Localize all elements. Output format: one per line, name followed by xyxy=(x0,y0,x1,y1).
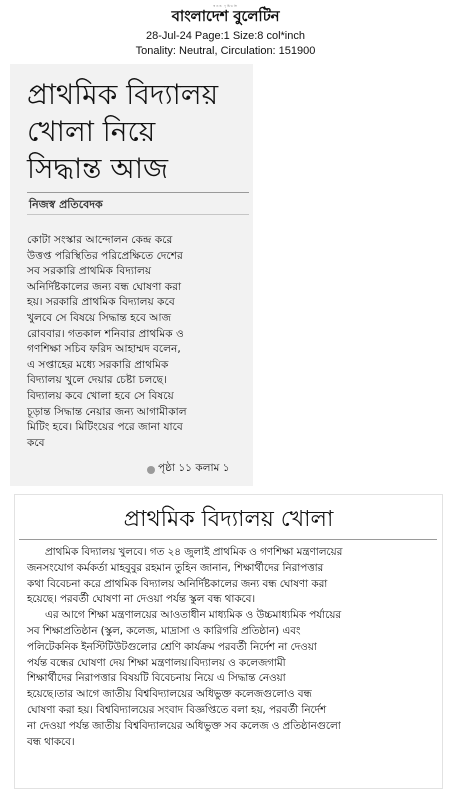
news-clipping-2 xyxy=(14,494,443,789)
body-line: উত্তপ্ত পরিস্থিতির পরিপ্রেক্ষিতে দেশের xyxy=(27,249,183,262)
headline-line: খোলা নিয়ে xyxy=(27,115,156,148)
continued-on-page xyxy=(147,461,230,478)
body-line: কথা বিবেচনা করে প্রাথমিক বিদ্যালয় অনির্দিষ্টকালের জন্য বন্ধ ঘোষণা করা xyxy=(27,577,328,590)
body-line: সব সরকারি প্রাথমিক বিদ্যালয় xyxy=(27,265,152,278)
clipping-meta-date-page: 28-Jul-24 Page:1 Size:8 col*inch xyxy=(146,30,305,42)
body-line: খুলবে সে বিষয়ে সিদ্ধান্ত হবে আজ xyxy=(27,311,172,324)
body-line: এ সপ্তাহের মধ্যে সরকারি প্রাথমিক xyxy=(27,358,169,371)
body-line: মিটিং হবে। মিটিংয়ের পরে জানা যাবে xyxy=(27,421,183,434)
byline-divider xyxy=(27,214,249,215)
paragraph xyxy=(27,545,439,608)
continued-on-page-label: পৃষ্ঠা ১১ কলাম ১ xyxy=(158,462,230,474)
body-line: রোববার। গতকাল শনিবার প্রাথমিক ও xyxy=(27,327,184,340)
body-line: বিদ্যালয় খুলে দেয়ার চেষ্টা চলছে। xyxy=(27,374,167,387)
body-line: পর্যন্ত বন্ধের ঘোষণা দেয় শিক্ষা মন্ত্রণালয়।বিদ্যালয় ও কলেজগামী xyxy=(27,656,286,669)
body-line: না দেওয়া পর্যন্ত জাতীয় বিশ্ববিদ্যালয়ের অধিভুক্ত সব কলেজ ও প্রতিষ্ঠানগুলো xyxy=(27,719,341,732)
clipping-1-body xyxy=(27,233,255,451)
body-line: জনসংযোগ কর্মকর্তা মাহবুবুর রহমান তুহিন জানান, শিক্ষার্থীদের নিরাপত্তার xyxy=(27,561,324,574)
news-clipping-1 xyxy=(10,64,253,486)
body-line: কোটা সংস্কার আন্দোলন কেন্দ্র করে xyxy=(27,234,173,246)
byline-divider xyxy=(27,192,249,193)
body-line: চূড়ান্ত সিদ্ধান্ত নেয়ার জন্য আগামীকাল xyxy=(27,405,187,418)
headline-line: সিদ্ধান্ত আজ xyxy=(27,152,169,185)
body-line: এর আগে শিক্ষা মন্ত্রণালয়ের আওতাধীন মাধ্যমিক ও উচ্চমাধ্যমিক পর্যায়ের xyxy=(45,609,342,622)
body-line: সব শিক্ষাপ্রতিষ্ঠান (স্কুল, কলেজ, মাদ্রাসা ও কারিগরি প্রতিষ্ঠান) এবং xyxy=(27,624,301,637)
body-line: পলিটেকনিক ইনস্টিটিউটগুলোর শ্রেণি কার্যক্রম পরবর্তী নির্দেশ না দেওয়া xyxy=(27,640,317,653)
body-line: বিদ্যালয় কবে খোলা হবে সে বিষয়ে xyxy=(27,389,174,402)
body-line: কবে xyxy=(27,436,45,449)
masthead-tagline: স্বতন্ত্র দৃষ্টিভঙ্গি xyxy=(213,4,238,8)
clipping-meta-tonality: Tonality: Neutral, Circulation: 151900 xyxy=(135,45,316,57)
headline-divider xyxy=(19,539,437,540)
clipping-1-headline xyxy=(27,76,251,187)
clipping-2-body xyxy=(27,545,439,750)
body-line: হয়েছে।তার আগে জাতীয় বিশ্ববিদ্যালয়ের অধিভুক্ত কলেজগুলোও বন্ধ xyxy=(27,688,312,701)
body-line: হয়েছে। পরবর্তী ঘোষণা না দেওয়া পর্যন্ত স্কুল বন্ধ থাকবে। xyxy=(27,593,256,606)
body-line: শিক্ষার্থীদের নিরাপত্তার বিষয়টি বিবেচনায় নিয়ে এ সিদ্ধান্ত নেওয়া xyxy=(27,672,286,685)
masthead xyxy=(0,4,451,24)
clipping-2-headline: প্রাথমিক বিদ্যালয় খোলা xyxy=(123,507,334,532)
body-line: ঘোষণা করা হয়। বিশ্ববিদ্যালয়ের সংবাদ বিজ্ঞপ্তিতে বলা হয়, পরবর্তী নির্দেশ xyxy=(27,703,327,716)
byline: নিজস্ব প্রতিবেদক xyxy=(29,198,103,211)
body-line: গণশিক্ষা সচিব ফরিদ আহাম্মদ বলেন, xyxy=(27,343,181,356)
body-line: অনির্দিষ্টকালের জন্য বন্ধ ঘোষণা করা xyxy=(27,280,182,293)
headline-line: প্রাথমিক বিদ্যালয় xyxy=(27,78,219,111)
paragraph xyxy=(27,608,439,750)
body-line: প্রাথমিক বিদ্যালয় খুলবে। গত ২৪ জুলাই প্রাথমিক ও গণশিক্ষা মন্ত্রণালয়ের xyxy=(45,546,343,558)
bullet-dot-icon xyxy=(147,466,155,474)
body-line: বন্ধ থাকবে। xyxy=(27,735,75,748)
body-line: হয়। সরকারি প্রাথমিক বিদ্যালয় কবে xyxy=(27,296,175,309)
newspaper-logo: বাংলাদেশ বুলেটিন xyxy=(171,7,280,25)
